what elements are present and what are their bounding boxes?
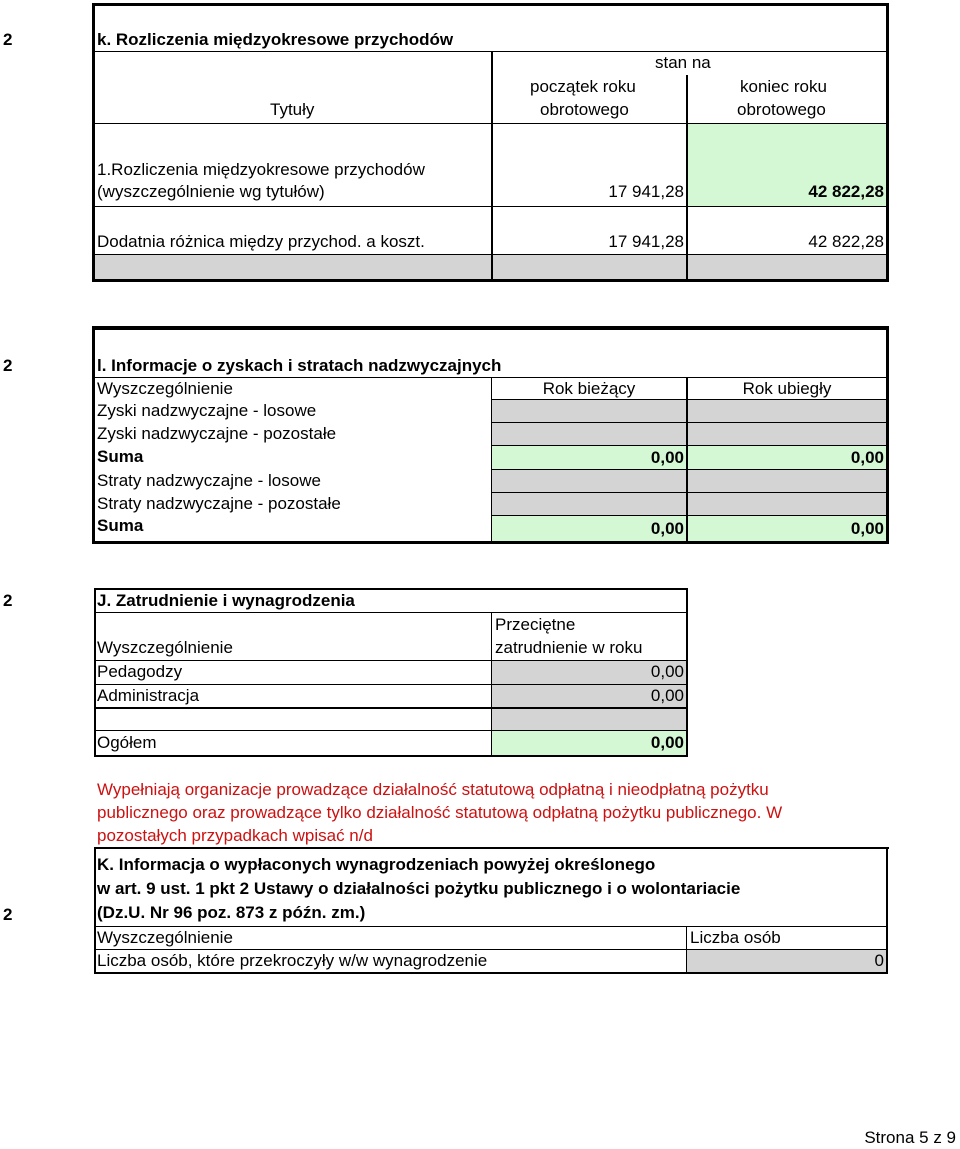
header-start-line2: obrotowego xyxy=(540,100,629,119)
row-label: Dodatnia różnica między przychod. a koszt. xyxy=(97,232,425,251)
section-title: l. Informacje o zyskach i stratach nadzwyczajnych xyxy=(97,356,502,375)
header-titles: Tytuły xyxy=(270,100,315,119)
section-title-line2: w art. 9 ust. 1 pkt 2 Ustawy o działalności pożytku publicznego i o wolontariacie xyxy=(97,879,741,898)
row-label: Zyski nadzwyczajne - losowe xyxy=(97,401,317,420)
sum-previous: 0,00 xyxy=(850,448,884,467)
col-header-current-year: Rok bieżący xyxy=(542,379,636,398)
empty-cell xyxy=(94,255,491,279)
row-label: Pedagodzy xyxy=(97,662,183,681)
row-value-end: 42 822,28 xyxy=(808,182,884,201)
row-label: Administracja xyxy=(97,686,200,705)
total-value: 0,00 xyxy=(650,733,684,752)
col-header-count: Liczba osób xyxy=(690,928,781,947)
empty-cell xyxy=(492,400,686,446)
row-label-line1: 1.Rozliczenia międzyokresowe przychodów xyxy=(97,160,425,179)
section-title-line3: (Dz.U. Nr 96 poz. 873 z późn. zm.) xyxy=(97,903,366,922)
row-value: 0,00 xyxy=(650,662,684,681)
col-header-previous-year: Rok ubiegły xyxy=(742,379,832,398)
row-value-end: 42 822,28 xyxy=(808,232,884,251)
note-line: pozostałych przypadkach wpisać n/d xyxy=(97,826,373,845)
col-header-description: Wyszczególnienie xyxy=(97,638,233,657)
section-number: 2 xyxy=(3,30,13,49)
header-stan-na: stan na xyxy=(655,53,711,72)
empty-cell xyxy=(492,470,686,516)
header-end-line2: obrotowego xyxy=(737,100,826,119)
empty-cell xyxy=(688,470,886,516)
sum-current: 0,00 xyxy=(650,448,684,467)
note-line: publicznego oraz prowadzące tylko działalność statutową odpłatną pożytku publicznego. W xyxy=(97,803,783,822)
row-label: Straty nadzwyczajne - pozostałe xyxy=(97,494,341,513)
empty-cell xyxy=(688,255,886,279)
section-title-line1: K. Informacja o wypłaconych wynagrodzeniach powyżej określonego xyxy=(97,855,656,874)
row-value-start: 17 941,28 xyxy=(608,182,684,201)
empty-cell xyxy=(493,255,686,279)
row-label: Zyski nadzwyczajne - pozostałe xyxy=(97,424,337,443)
row-label: Liczba osób, które przekroczyły w/w wynagrodzenie xyxy=(97,951,488,970)
row-value-start: 17 941,28 xyxy=(608,232,684,251)
header-start-line1: początek roku xyxy=(530,77,636,96)
row-label-line2: (wyszczególnienie wg tytułów) xyxy=(97,182,325,201)
col-header-description: Wyszczególnienie xyxy=(97,928,233,947)
header-end-line1: koniec roku xyxy=(740,77,827,96)
row-label-sum: Suma xyxy=(97,516,144,535)
section-number: 2 xyxy=(3,591,13,610)
section-number: 2 xyxy=(3,356,13,375)
sum-previous: 0,00 xyxy=(850,519,884,538)
row-label: Straty nadzwyczajne - losowe xyxy=(97,471,321,490)
note-line: Wypełniają organizacje prowadzące działalność statutową odpłatną i nieodpłatną pożytku xyxy=(97,780,769,799)
empty-cell xyxy=(492,709,686,731)
page-number: Strona 5 z 9 xyxy=(864,1128,956,1147)
row-value: 0,00 xyxy=(650,686,684,705)
section-number: 2 xyxy=(3,905,13,924)
sum-current: 0,00 xyxy=(650,519,684,538)
section-title: J. Zatrudnienie i wynagrodzenia xyxy=(97,591,355,610)
row-label-sum: Suma xyxy=(97,447,144,466)
empty-cell xyxy=(688,400,886,446)
row-label-total: Ogółem xyxy=(97,733,157,752)
col-header-avg-line2: zatrudnienie w roku xyxy=(495,638,643,657)
col-header-description: Wyszczególnienie xyxy=(97,379,233,398)
section-title: k. Rozliczenia międzyokresowe przychodów xyxy=(97,30,454,49)
col-header-avg-line1: Przeciętne xyxy=(495,615,576,634)
row-value: 0 xyxy=(874,951,884,970)
